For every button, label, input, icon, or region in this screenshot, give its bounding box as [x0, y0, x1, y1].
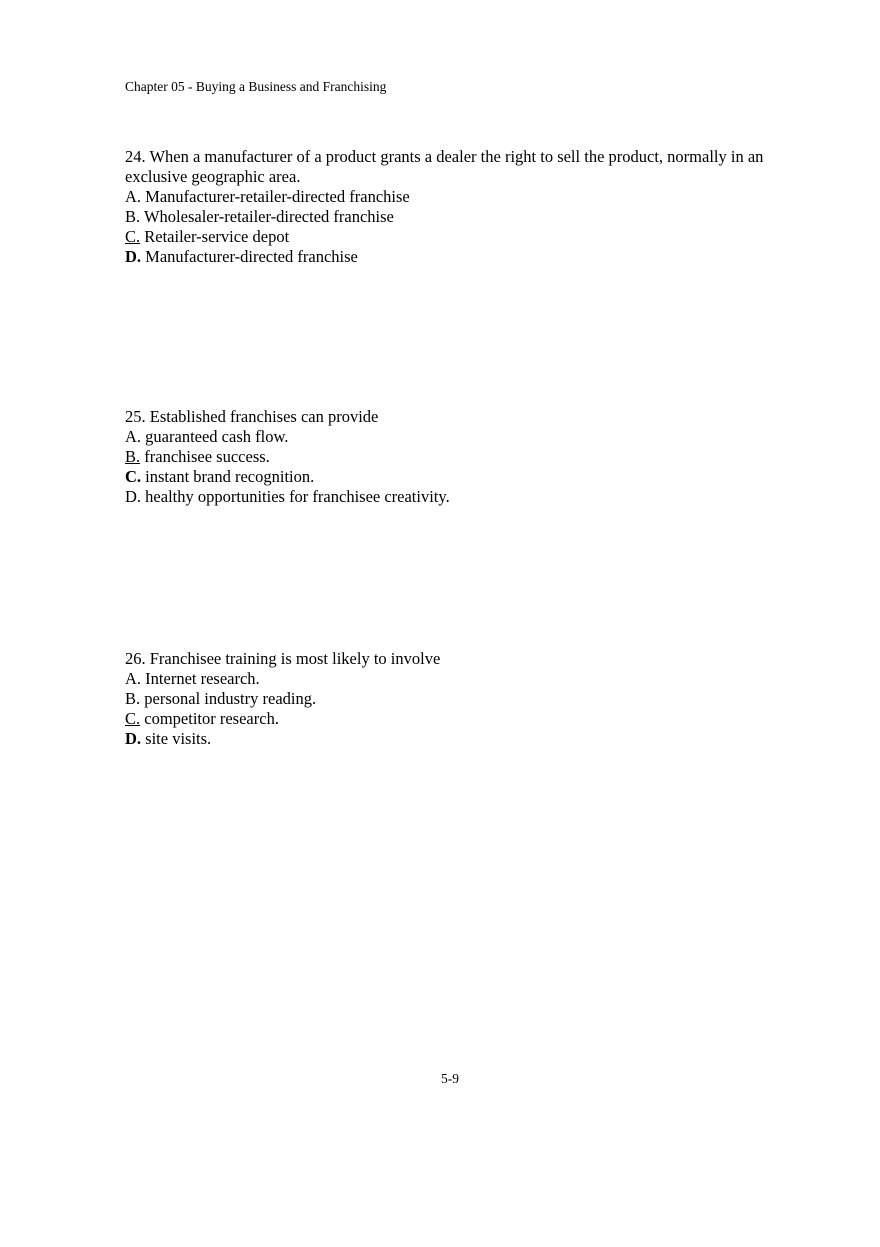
option-text: Retailer-service depot [144, 227, 290, 246]
option-b [125, 689, 785, 709]
page-header: Chapter 05 - Buying a Business and Franchising [125, 79, 387, 94]
option-letter: A. [125, 669, 142, 688]
option-letter-marked: C. [125, 709, 141, 728]
option-d [125, 247, 785, 267]
option-text: competitor research. [144, 709, 279, 728]
option-letter-correct: C. [125, 467, 142, 486]
page-number: 5-9 [441, 1071, 459, 1086]
option-letter-marked: B. [125, 447, 141, 466]
option-text: Wholesaler-retailer-directed franchise [143, 207, 394, 226]
option-letter: A. [125, 187, 142, 206]
option-letter: B. [125, 689, 141, 708]
option-letter-marked: C. [125, 227, 141, 246]
option-b [125, 447, 785, 467]
question-stem: 25. Established franchises can provide [125, 407, 379, 426]
option-d [125, 487, 785, 507]
question-25 [125, 407, 785, 507]
option-letter: A. [125, 427, 142, 446]
option-letter: B. [125, 207, 141, 226]
option-text: personal industry reading. [144, 689, 317, 708]
option-text: site visits. [145, 729, 212, 748]
option-a [125, 427, 785, 447]
option-text: franchisee success. [144, 447, 270, 466]
option-c [125, 709, 785, 729]
question-26 [125, 649, 785, 749]
option-text: instant brand recognition. [145, 467, 315, 486]
option-letter: D. [125, 487, 142, 506]
option-letter-correct: D. [125, 247, 142, 266]
option-a [125, 669, 785, 689]
question-stem: 24. When a manufacturer of a product grants a dealer the right to sell the product, normally in an exclusive geographic area. [125, 147, 764, 186]
option-c [125, 227, 785, 247]
option-text: Manufacturer-directed franchise [145, 247, 358, 266]
option-text: guaranteed cash flow. [145, 427, 289, 446]
option-b [125, 207, 785, 227]
option-text: healthy opportunities for franchisee creativity. [145, 487, 450, 506]
option-d [125, 729, 785, 749]
option-letter-correct: D. [125, 729, 142, 748]
option-c [125, 467, 785, 487]
option-text: Manufacturer-retailer-directed franchise [145, 187, 410, 206]
question-stem: 26. Franchisee training is most likely to involve [125, 649, 441, 668]
option-a [125, 187, 785, 207]
option-text: Internet research. [145, 669, 260, 688]
question-24 [125, 147, 785, 267]
